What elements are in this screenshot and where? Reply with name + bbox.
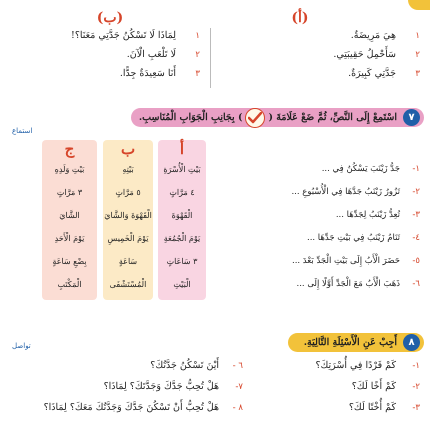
item-text: لِمَاذَا لَا تَسْكُنُ جَدَّتِي مَعَنَا؟! [71,30,176,41]
question-item-1 [250,360,420,371]
question-number: ١- [412,164,420,174]
item-text: أَنَا سَعِيدَةٌ جِدًّا. [119,68,176,79]
question-number: ٣- [412,210,420,220]
exercise-8-number: ٨ [403,334,420,351]
option-a[interactable]: الْقَهْوَةَ [171,211,193,220]
exercise-8-banner [288,333,424,352]
item-number: ٣ [195,69,200,79]
question-text: تَزُورُ زَيْنَبُ جَدَّهَا فِي الْأُسْبُوعِ ... [291,187,400,197]
option-b[interactable]: الْقَهْوَةَ وَالشَّايَ [104,211,152,220]
question-stem [220,233,420,243]
option-a[interactable]: الْبَيْتِ [173,280,191,289]
option-b[interactable]: بَيْتِهِ [122,165,134,174]
question-stem [220,187,420,197]
question-text: جَدُّ زَيْنَبَ يَسْكُنُ فِي ... [321,164,400,174]
item-text: كَمْ أَخًا لَكَ؟ [351,381,396,392]
item-text: سَأَحْمِلُ حَقِيبَتِي. [333,49,396,60]
item-text: هَلْ تُحِبُّ جَدَّكَ وَجَدَّتَكَ؟ لِمَاذَا؟ [103,381,219,392]
question-number: ٥- [412,256,420,266]
item-text: أَيْنَ تَسْكُنُ جَدَّتُكَ؟ [150,360,219,371]
option-c[interactable]: بِضْعِ سَاعَةٍ [52,257,87,266]
option-a[interactable]: ٣ سَاعَاتٍ [166,257,198,266]
matching-a-item-3 [225,68,420,79]
listening-question-row [0,160,430,182]
question-item-2 [8,381,243,392]
matching-a-item-1 [225,30,420,41]
item-text: هَلْ تُحِبُّ أَنْ تَسْكُنَ جَدَّكَ وَجَدَّتُكَ مَعَكَ؟ لِمَاذَا؟ [43,402,219,413]
item-text: جَدَّتِي كَبِيرَةٌ. [348,68,396,79]
listening-question-row [0,275,430,297]
question-text: تُعِدُّ زَيْنَبُ لِجَدِّهَا ... [335,210,400,220]
item-number: ٢- [412,382,420,392]
exercise-7-table [0,160,430,300]
exercise-7-instruction-start: اسْتَمِعْ إِلَى النَّصِّ، ثُمَّ ضَعْ عَلَامَةَ ( [268,112,397,123]
item-number: ٣ [415,69,420,79]
item-number: ٨ - [232,403,243,413]
option-b[interactable]: الْمُسْتَشْفَى [109,280,147,289]
item-number: ٦ - [232,361,243,371]
question-stem [220,256,420,266]
exercise-7-instruction-end: ) بِجَانِبِ الْجَوَابِ الْمُنَاسِبِ. [138,112,243,123]
item-number: ٢ [415,50,420,60]
question-number: ٤- [412,233,420,243]
item-text: كَمْ فَرْدًا فِي أُسْرَتِكَ؟ [315,360,396,371]
item-number: ١ [195,31,200,41]
item-text: لَا تَلْعَبِ الْآنَ. [126,49,176,60]
question-item-3 [8,402,243,413]
option-c[interactable]: الشَّايَ [59,211,80,220]
item-number: ٢ [195,50,200,60]
question-item-1 [8,360,243,371]
option-b[interactable]: سَاعَةٍ [118,257,138,266]
option-b[interactable]: يَوْمَ الْخَمِيسِ [107,234,149,243]
question-text: تَنَامُ زَيْنَبُ فِي بَيْتِ جَدِّهَا ... [307,233,400,243]
option-column-b-header: ب [120,140,136,158]
skill-tag-communication: تواصل [12,342,31,350]
question-item-2 [250,381,420,392]
skill-tag-listening: استماع [12,127,33,135]
question-stem [220,164,420,174]
option-c[interactable]: يَوْمَ الْأَحَدِ [54,234,85,243]
exercise-7-banner [131,108,424,127]
question-stem [220,210,420,220]
exercise-7-number: ٧ [403,109,420,126]
item-number: ١- [412,361,420,371]
question-text: حَضَرَ الْأَبُ إِلَى بَيْتِ الْجَدِّ بَعْدَ ... [292,256,400,266]
listening-question-row [0,252,430,274]
option-column-c-header: ج [64,140,75,158]
matching-b-item-1 [10,30,200,41]
question-number: ٦- [412,279,420,289]
item-text: هِيَ مَرِيضَةٌ. [350,30,396,41]
option-a[interactable]: بَيْتِ الْأُسْرَةِ [163,165,201,174]
listening-question-row [0,183,430,205]
item-number: ١ [415,31,420,41]
item-number: ٣- [412,403,420,413]
listening-question-row [0,206,430,228]
matching-a-item-2 [225,49,420,60]
question-stem [220,279,420,289]
matching-b-item-2 [10,49,200,60]
listening-question-row [0,229,430,251]
column-b-header: (ب) [96,10,124,26]
question-text: ذَهَبَ الْأَبُ مَعَ الْجَدِّ أَوَّلًا إِلَى ... [296,279,400,289]
option-a[interactable]: يَوْمَ الْجُمُعَةِ [163,234,201,243]
exercise-8-instruction: أَجِبْ عَنِ الْأَسْئِلَةِ التَّالِيَةِ. [303,337,397,348]
option-c[interactable]: بَيْتِ وَلَدِهِ [54,165,85,174]
matching-b-item-3 [10,68,200,79]
column-a-header: (أ) [291,10,309,26]
item-text: كَمْ أُخْتًا لَكَ؟ [348,402,396,413]
option-c[interactable]: ٣ مَرَّاتٍ [56,188,83,197]
option-b[interactable]: ٥ مَرَّاتٍ [115,188,141,197]
option-a[interactable]: ٤ مَرَّاتٍ [169,188,195,197]
checkmark-icon [245,108,265,128]
divider [210,28,211,88]
option-c[interactable]: الْمَكْتَبِ [57,280,82,289]
question-item-3 [250,402,420,413]
top-section [0,0,430,105]
option-column-a-header: أ [179,140,185,158]
item-number: ٧- [235,382,243,392]
question-number: ٢- [412,187,420,197]
